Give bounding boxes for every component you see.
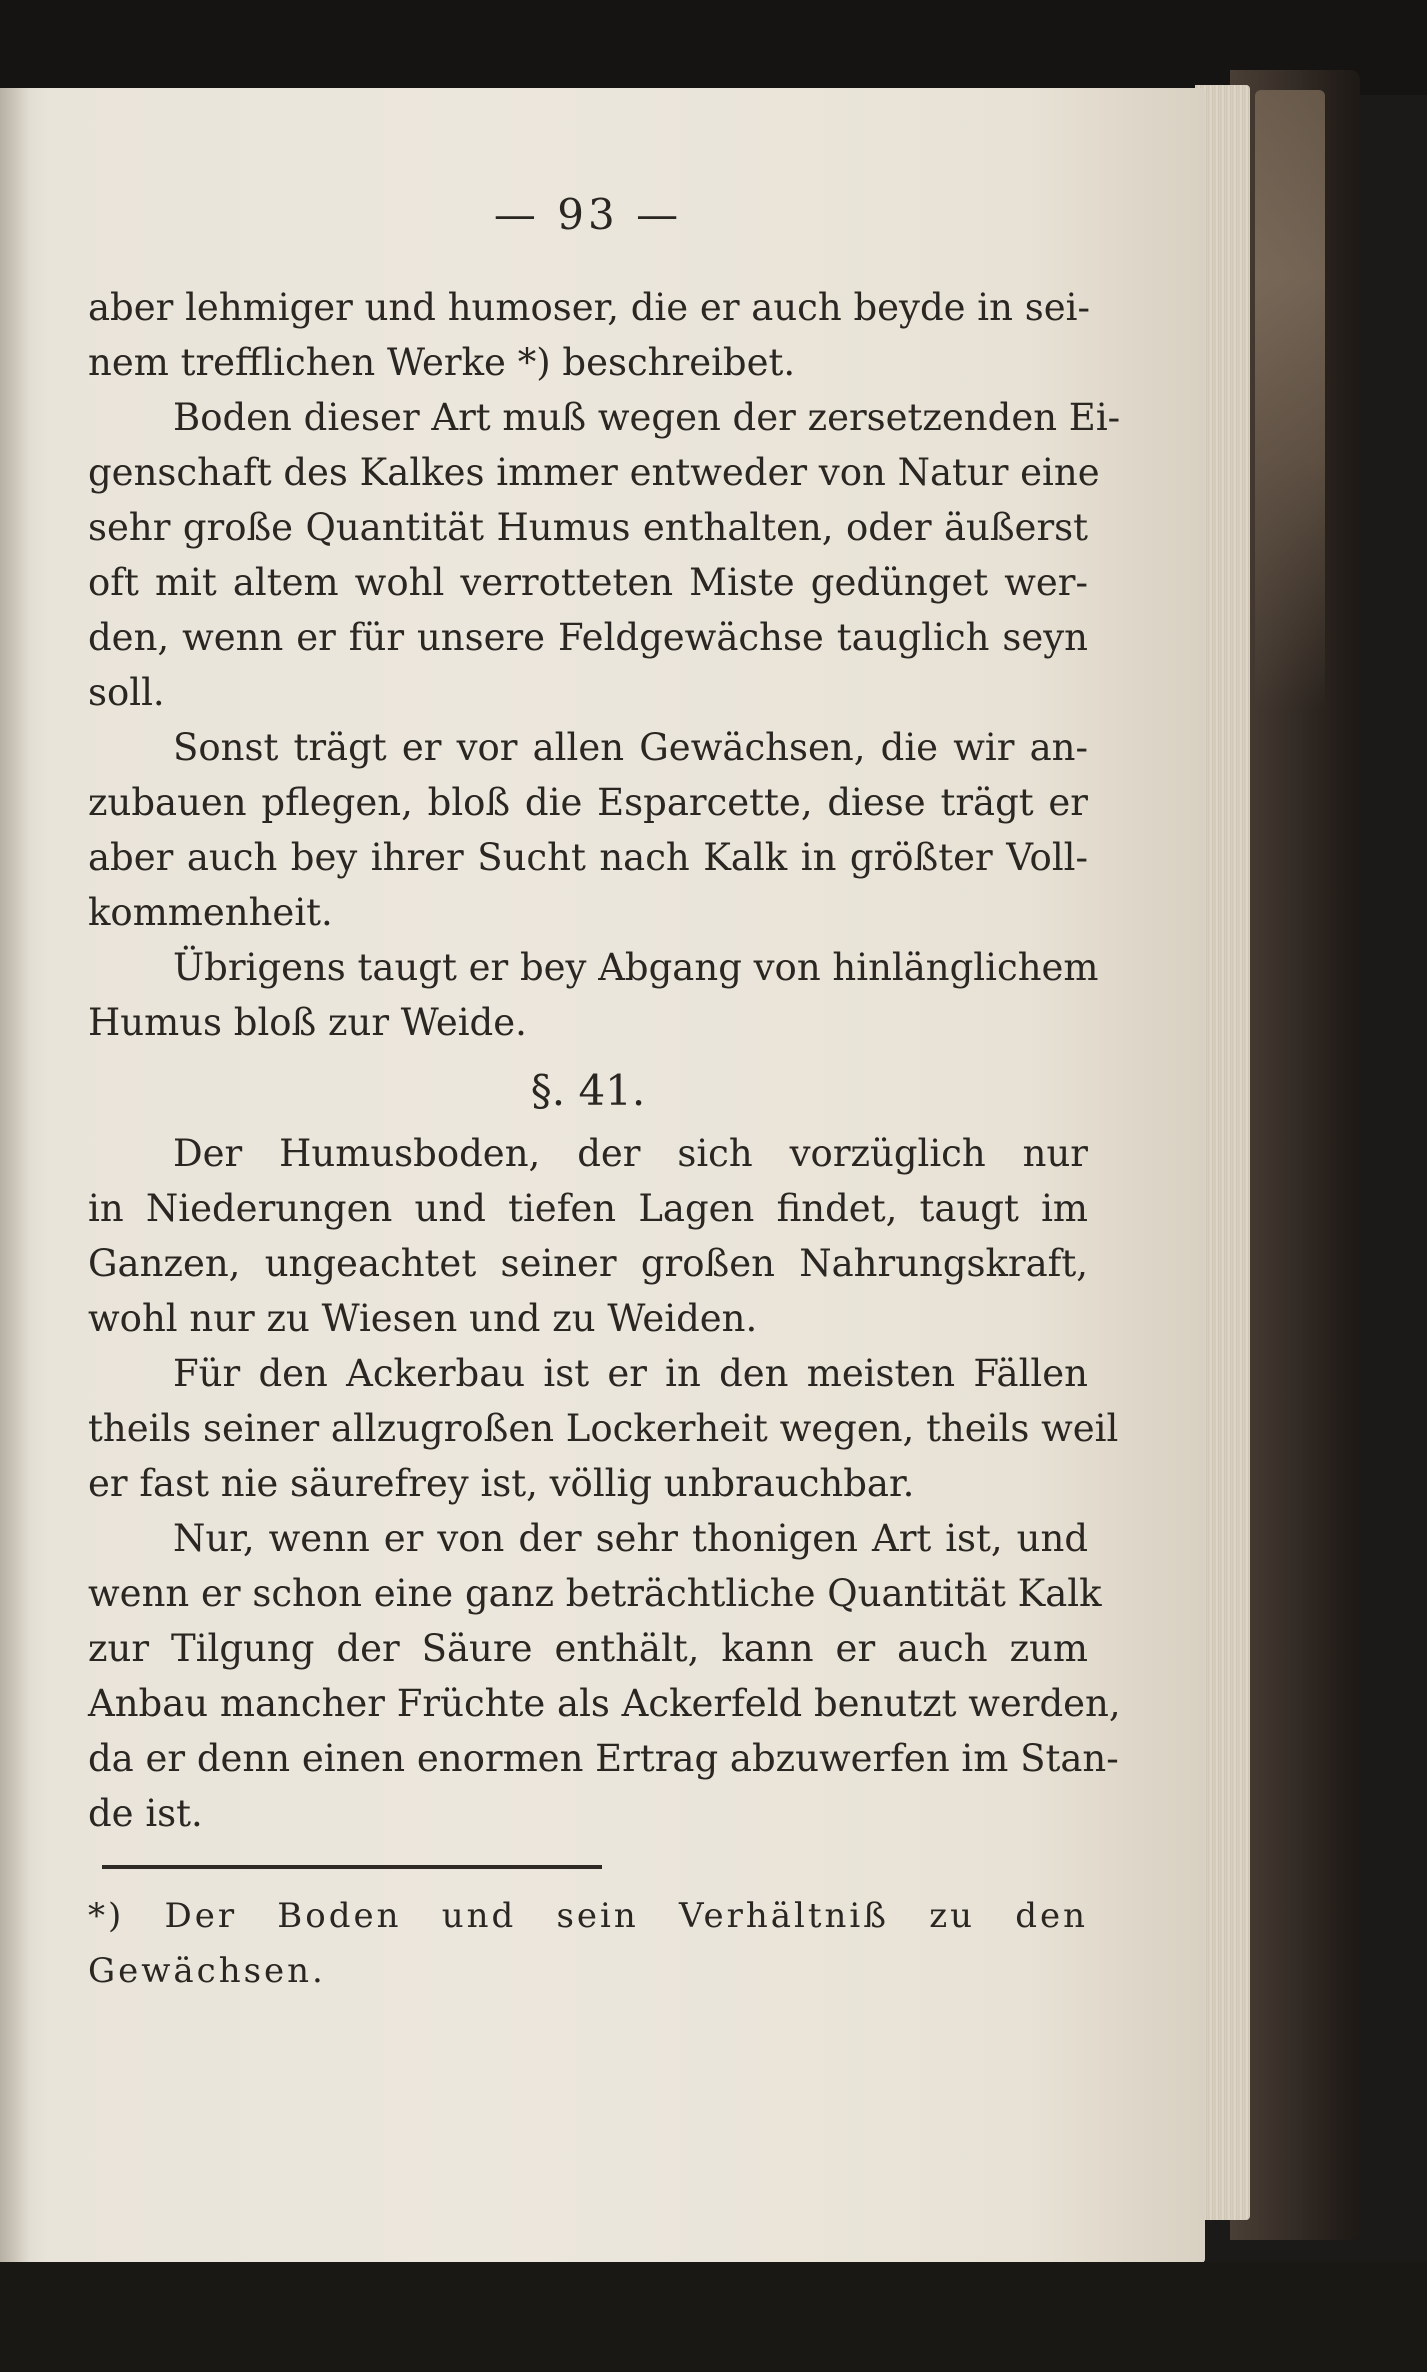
text-line: wohl nur zu Wiesen und zu Weiden. [88,1297,758,1340]
footnote-rule [102,1865,602,1869]
background-top [0,0,1427,95]
text-line: de ist. [88,1792,203,1835]
section-heading: §. 41. [530,1066,646,1115]
text-line: den, wenn er für unsere Feldgewächse tauglich seyn [88,616,1088,659]
text-line: theils seiner allzugroßen Lockerheit wegen, theils weil [88,1407,1119,1450]
footnote-line: Gewächsen. [88,1951,326,1991]
text-line: Boden dieser Art muß wegen der zersetzenden Ei- [173,396,1121,439]
text-line: Nur, wenn er von der sehr thonigen Art ist, und [173,1517,1088,1560]
text-line: in Niederungen und tiefen Lagen findet, taugt im [88,1187,1088,1230]
text-line: oft mit altem wohl verrotteten Miste gedünget wer- [88,561,1088,604]
text-block [88,280,1121,1841]
cover-wear [1255,90,1325,710]
text-line: Der Humusboden, der sich vorzüglich nur [173,1132,1088,1175]
text-line: sehr große Quantität Humus enthalten, oder äußerst [88,506,1088,549]
text-line: aber lehmiger und humoser, die er auch beyde in sei- [88,286,1090,329]
paragraphs-section-41 [88,1126,1121,1841]
text-line: Anbau mancher Früchte als Ackerfeld benutzt werden, [88,1682,1121,1725]
text-line: zubauen pflegen, bloß die Esparcette, diese trägt er [88,781,1088,824]
footnote-line: *) Der Boden und sein Verhältniß zu den [88,1896,1088,1936]
text-line: soll. [88,671,165,714]
text-line: kommenheit. [88,891,333,934]
paragraphs-section-40 [88,280,1121,1050]
footnote [88,1890,1088,2000]
text-line: Ganzen, ungeachtet seiner großen Nahrungskraft, [88,1242,1088,1285]
page-gutter-shadow [0,88,30,2263]
text-line: aber auch bey ihrer Sucht nach Kalk in größter Voll- [88,836,1088,879]
text-line: nem trefflichen Werke *) beschreibet. [88,341,796,384]
text-line: Sonst trägt er vor allen Gewächsen, die wir an- [173,726,1088,769]
text-line: genschaft des Kalkes immer entweder von Natur eine [88,451,1100,494]
text-line: Humus bloß zur Weide. [88,1001,527,1044]
text-line: da er denn einen enormen Ertrag abzuwerfen im Stan- [88,1737,1119,1780]
text-line: Übrigens taugt er bey Abgang von hinlänglichem [173,946,1099,989]
page-number: — 93 — [493,190,683,239]
text-line: zur Tilgung der Säure enthält, kann er auch zum [88,1627,1088,1670]
background-bottom [0,2262,1427,2372]
text-line: er fast nie säurefrey ist, völlig unbrauchbar. [88,1462,915,1505]
text-line: Für den Ackerbau ist er in den meisten Fällen [173,1352,1088,1395]
text-line: wenn er schon eine ganz beträchtliche Quantität Kalk [88,1572,1102,1615]
